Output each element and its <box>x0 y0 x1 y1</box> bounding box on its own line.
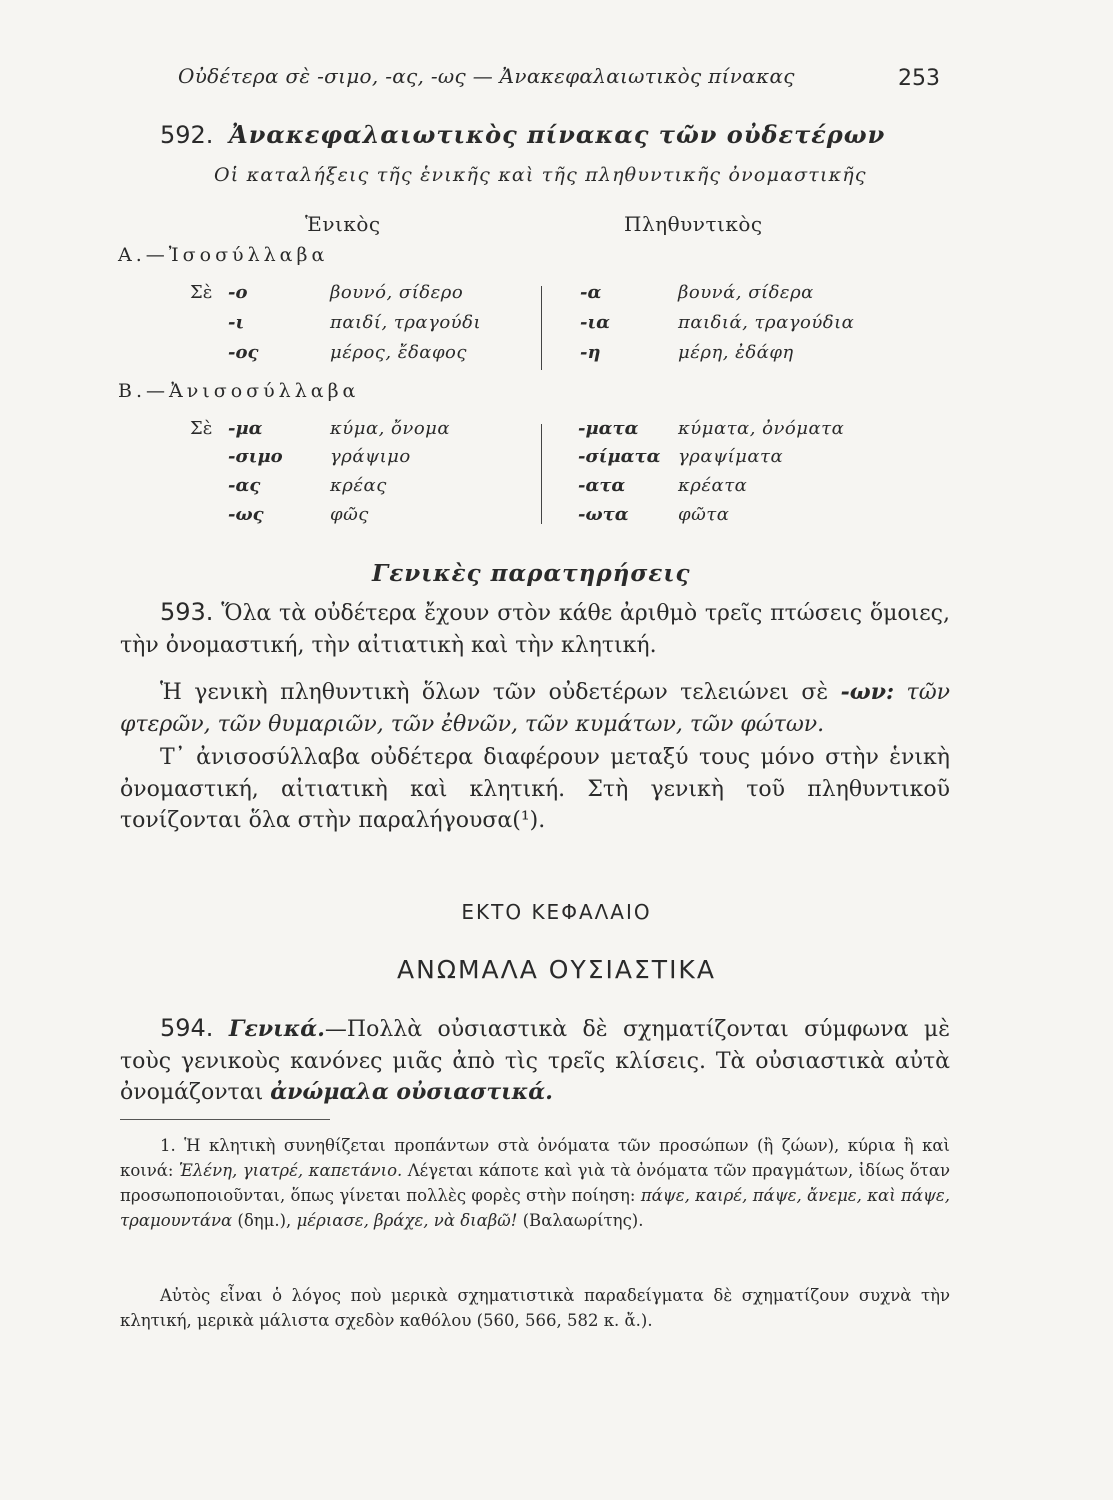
group-b-prefix: Σὲ <box>190 418 213 439</box>
singular-example: φῶς <box>330 504 369 525</box>
footnote-text: (Βαλαωρίτης). <box>522 1211 644 1230</box>
singular-example: κύμα, ὄνομα <box>330 418 451 439</box>
paragraph-text: Ὅλα τὰ οὐδέτερα ἔχουν στὸν κάθε ἀριθμὸ τρεῖς πτώσεις ὅμοιες, τὴν ὀνομαστική, τὴν αἰτιατικὴ καὶ τὴν κλητική. <box>120 601 950 658</box>
footnote-example: Ἑλένη, γιατρέ, καπετάνιο. <box>178 1161 403 1180</box>
key-term: ἀνώμαλα οὐσιαστικά. <box>270 1079 553 1105</box>
plural-ending: -ατα <box>578 475 626 496</box>
running-title: Οὐδέτερα σὲ -σιμο, -ας, -ως — Ἀνακεφαλαιωτικὸς πίνακας <box>178 64 795 88</box>
singular-ending: -ως <box>228 504 264 525</box>
plural-example: κύματα, ὀνόματα <box>678 418 845 439</box>
singular-ending: -ος <box>228 342 259 363</box>
footnote-1 <box>120 1133 950 1233</box>
table-divider <box>541 286 542 370</box>
singular-example: μέρος, ἔδαφος <box>330 342 467 363</box>
paragraph-number: 593. <box>160 598 214 626</box>
singular-ending: -ο <box>228 282 248 303</box>
plural-ending: -α <box>580 282 602 303</box>
table-divider <box>541 424 542 524</box>
plural-example: γραψίματα <box>678 446 784 467</box>
footnote-marker: 1. <box>160 1136 176 1155</box>
singular-ending: -μα <box>228 418 263 439</box>
plural-example: μέρη, ἐδάφη <box>678 342 794 363</box>
paragraph-number: 594. <box>160 1014 214 1042</box>
section-number: 592. <box>160 121 214 149</box>
singular-example: κρέας <box>330 475 387 496</box>
plural-example: παιδιά, τραγούδια <box>678 312 855 333</box>
footnote-reference: (¹). <box>512 808 546 833</box>
footnote-divider <box>120 1119 330 1120</box>
paragraph-genitive-plural <box>120 677 950 740</box>
page-number: 253 <box>898 66 940 91</box>
paragraph-594 <box>120 1013 950 1109</box>
footnote-example: πάψε, καιρέ, πάψε, ἄνεμε, καὶ πάψε, τραμουντάνα <box>120 1186 951 1230</box>
footnote-text: Λέγεται κάποτε καὶ γιὰ τὰ ὀνόματα τῶν πραγμάτων, ἰδίως ὅταν προσωποποιοῦνται, ὅπως γίνεται πολλὲς φορὲς στὴν ποίηση: <box>120 1161 950 1205</box>
singular-example: γράψιμο <box>330 446 411 467</box>
lead-word: Γενικά. <box>228 1016 325 1042</box>
plural-example: βουνά, σίδερα <box>678 282 814 303</box>
singular-ending: -σιμο <box>228 446 283 467</box>
paragraph-text: Τ᾿ ἀνισοσύλλαβα οὐδέτερα διαφέρουν μεταξύ τους μόνο στὴν ἑνικὴ ὀνομαστική, αἰτιατικὴ καὶ κλητική. Στὴ γενικὴ τοῦ πληθυντικοῦ τονίζονται ὅλα στὴν παραλήγουσα <box>120 745 950 833</box>
paragraph-anisosyllabic <box>120 742 950 837</box>
plural-example: φῶτα <box>678 504 730 525</box>
footnote-text: Ἡ κλητικὴ συνηθίζεται προπάντων στὰ ὀνόματα τῶν προσώπων (ἢ ζώων), κύρια ἢ καὶ κοινά: <box>120 1136 950 1180</box>
paragraph-text: —Πολλὰ οὐσιαστικὰ δὲ σχηματίζονται σύμφωνα μὲ τοὺς γενικοὺς κανόνες μιᾶς ἀπὸ τὶς τρεῖς κλίσεις. Τὰ οὐσιαστικὰ αὐτὰ ὀνομάζονται <box>120 1017 950 1105</box>
examples: τῶν φτερῶν, τῶν θυμαριῶν, τῶν ἐθνῶν, τῶν κυμάτων, τῶν φώτων. <box>120 680 951 737</box>
singular-ending: -ας <box>228 475 261 496</box>
group-a-prefix: Σὲ <box>190 282 213 303</box>
section-title: Ἀνακεφαλαιωτικὸς πίνακας τῶν οὐδετέρων <box>229 120 886 149</box>
plural-column-header: Πληθυντικὸς <box>624 212 763 236</box>
plural-ending: -ωτα <box>578 504 629 525</box>
section-subtitle: Οἱ καταλήξεις τῆς ἑνικῆς καὶ τῆς πληθυντικῆς ὀνομαστικῆς <box>214 164 867 186</box>
footnote-example: μέριασε, βράχε, νὰ διαβῶ! <box>296 1211 518 1230</box>
singular-ending: -ι <box>228 312 245 333</box>
singular-example: παιδί, τραγούδι <box>330 312 482 333</box>
section-592-heading <box>160 120 885 149</box>
group-a-label: Α.—Ἰσοσύλλαβα <box>118 244 329 266</box>
plural-ending: -σίματα <box>578 446 661 467</box>
singular-example: βουνό, σίδερο <box>330 282 464 303</box>
group-b-label: Β.—Ἀνισοσύλλαβα <box>118 380 360 402</box>
chapter-title: ΑΝΩΜΑΛΑ ΟΥΣΙΑΣΤΙΚΑ <box>397 955 716 984</box>
footnote-1-continuation: Αὐτὸς εἶναι ὁ λόγος ποὺ μερικὰ σχηματιστικὰ παραδείγματα δὲ σχηματίζουν συχνὰ τὴν κλητική, μερικὰ μάλιστα σχεδὸν καθόλου (560, 566, 582 κ. ἄ.). <box>120 1286 950 1330</box>
paragraph-593 <box>120 597 950 661</box>
singular-column-header: Ἑνικὸς <box>305 212 381 236</box>
plural-ending: -ια <box>580 312 611 333</box>
chapter-label: ΕΚΤΟ ΚΕΦΑΛΑΙΟ <box>461 900 652 924</box>
plural-ending: -η <box>580 342 601 363</box>
paragraph-text: Ἡ γενικὴ πληθυντικὴ ὅλων τῶν οὐδετέρων τελειώνει σὲ <box>160 680 829 705</box>
plural-example: κρέατα <box>678 475 748 496</box>
general-remarks-heading: Γενικὲς παρατηρήσεις <box>372 560 691 587</box>
ending-term: -ων: <box>840 679 895 705</box>
plural-ending: -ματα <box>578 418 639 439</box>
footnote-text: (δημ.), <box>237 1211 292 1230</box>
